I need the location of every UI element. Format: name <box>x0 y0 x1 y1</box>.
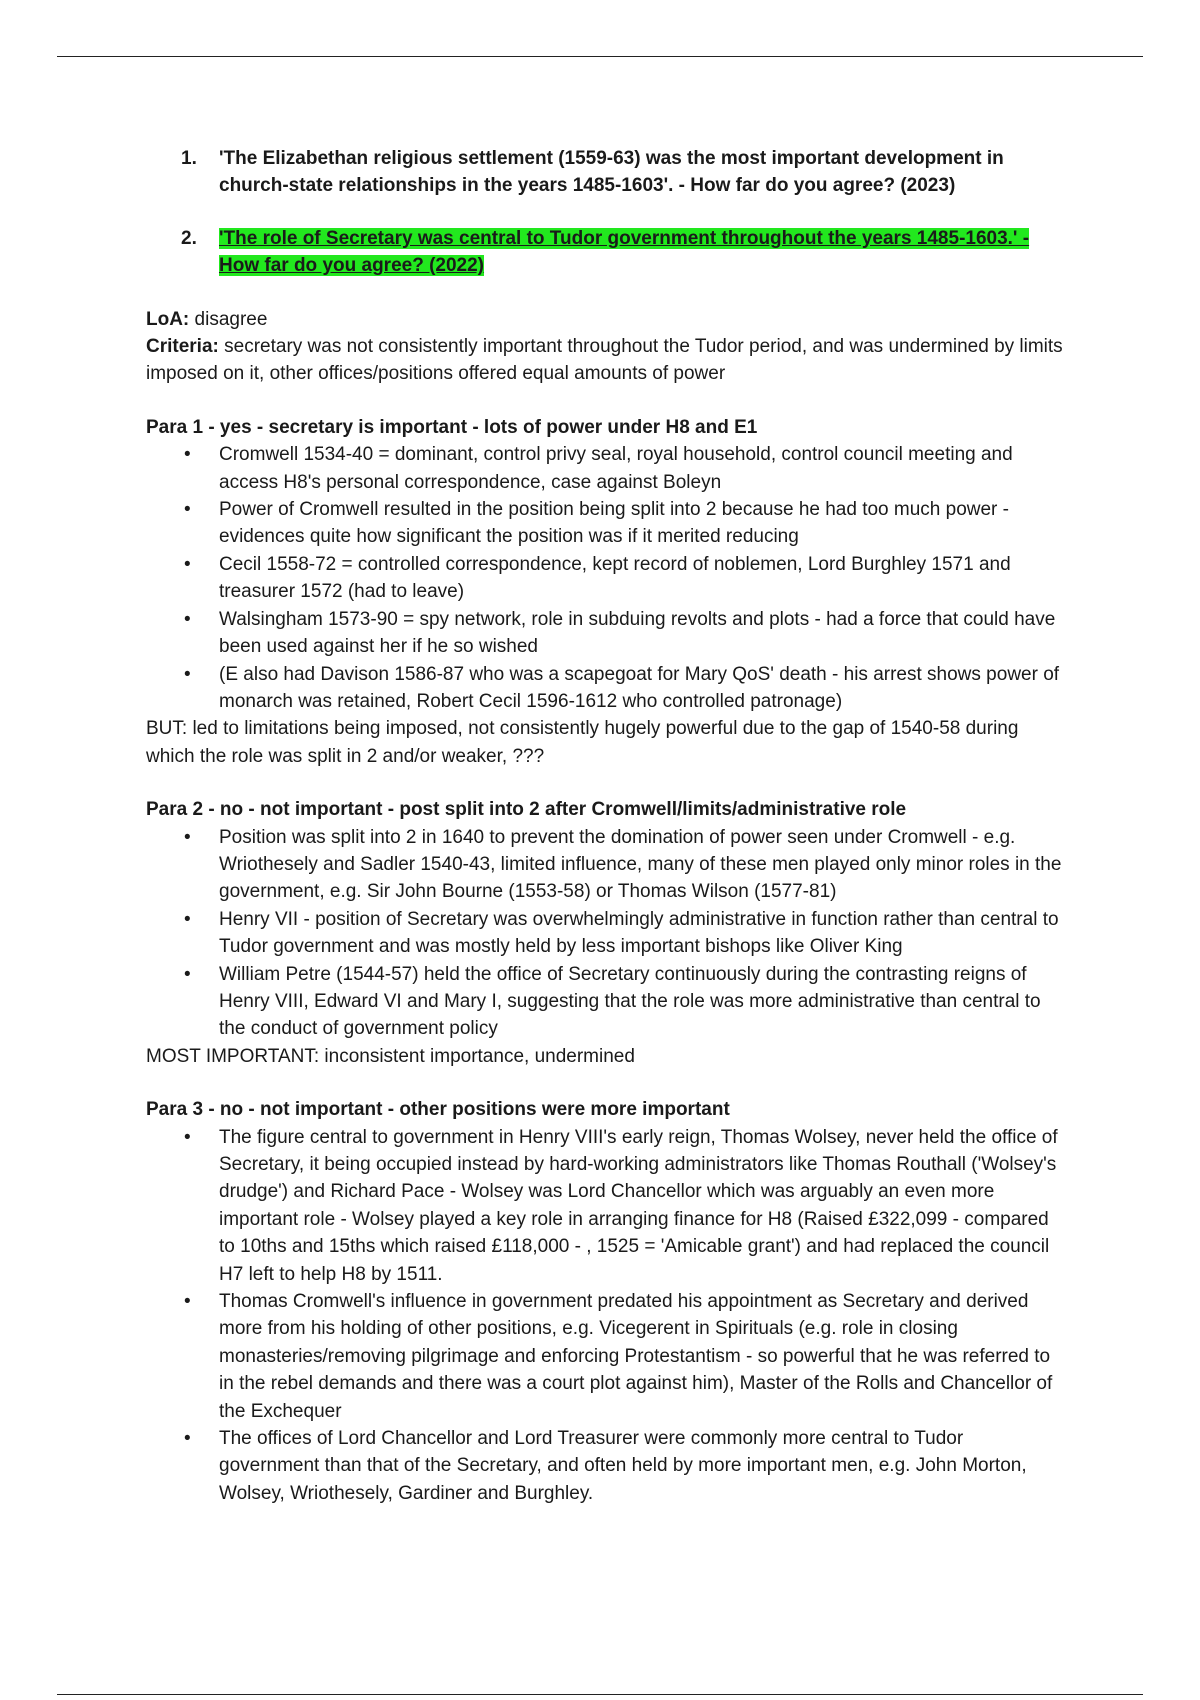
bullet-icon: • <box>184 663 191 685</box>
bullet-icon: • <box>184 444 191 466</box>
list-item: • Cromwell 1534-40 = dominant, control privy seal, royal household, control council meeting and access H8's personal correspondence, case against Boleyn <box>146 441 1066 496</box>
bullet-icon: • <box>184 1291 191 1313</box>
bullet-icon: • <box>184 1428 191 1450</box>
loa-value: disagree <box>189 308 268 330</box>
header-rule <box>57 56 1143 57</box>
list-item: • Power of Cromwell resulted in the position being split into 2 because he had too much power - evidences quite how significant the position was if it merited reducing <box>146 496 1066 551</box>
list-item: • Thomas Cromwell's influence in government predated his appointment as Secretary and derived more from his holding of other positions, e.g. Vicegerent in Spirituals (e.g. role in closing monasteries/removing pilgrimage and enforcing Protestantism - so powerful that he was referred to in the rebel demands and there was a court plot against him), Master of the Rolls and Chancellor of the Exchequer <box>146 1288 1066 1425</box>
footer-rule <box>57 1694 1143 1695</box>
essay-question-2 <box>146 225 1066 280</box>
para-1-note: BUT: led to limitations being imposed, not consistently hugely powerful due to the gap of 1540-58 during which the role was split in 2 and/or weaker, ??? <box>146 718 1019 767</box>
question-number: 1. <box>181 148 197 169</box>
list-item: • The figure central to government in Henry VIII's early reign, Thomas Wolsey, never held the office of Secretary, it being occupied instead by hard-working administrators like Thomas Routhall ('Wolsey's drudge') and Richard Pace - Wolsey was Lord Chancellor which was arguably an even more important role - Wolsey played a key role in arranging finance for H8 (Raised £322,099 - compared to 10ths and 15ths which raised £118,000 - , 1525 = 'Amicable grant') and had replaced the council H7 left to help H8 by 1511. <box>146 1124 1066 1288</box>
list-item: • Henry VII - position of Secretary was overwhelmingly administrative in function rather than central to Tudor government and was mostly held by less important bishops like Oliver King <box>146 906 1066 961</box>
para-2-title: Para 2 - no - not important - post split into 2 after Cromwell/limits/administrative role <box>146 799 907 821</box>
question-number: 2. <box>181 227 197 249</box>
list-item: • (E also had Davison 1586-87 who was a scapegoat for Mary QoS' death - his arrest shows power of monarch was retained, Robert Cecil 1596-1612 who controlled patronage) <box>146 661 1066 716</box>
bullet-icon: • <box>184 499 191 521</box>
criteria-value: secretary was not consistently important throughout the Tudor period, and was undermined by limits imposed on it, other offices/positions offered equal amounts of power <box>146 336 1063 385</box>
essay-question-1 <box>146 145 1066 200</box>
loa-line <box>146 306 1066 333</box>
list-item: • William Petre (1544-57) held the office of Secretary continuously during the contrasting reigns of Henry VIII, Edward VI and Mary I, suggesting that the role was more administrative than central to the conduct of government policy <box>146 961 1066 1043</box>
para-1-bullets <box>146 441 1066 715</box>
loa-label: LoA: <box>146 308 190 330</box>
para-3-title: Para 3 - no - not important - other positions were more important <box>146 1099 730 1121</box>
para-2-bullets <box>146 824 1066 1043</box>
list-item: • Cecil 1558-72 = controlled correspondence, kept record of noblemen, Lord Burghley 1571 and treasurer 1572 (had to leave) <box>146 551 1066 606</box>
criteria-line <box>146 333 1066 388</box>
bullet-icon: • <box>184 1126 191 1148</box>
criteria-label: Criteria: <box>146 336 219 358</box>
list-item: • Position was split into 2 in 1640 to prevent the domination of power seen under Cromwell - e.g. Wriothesely and Sadler 1540-43, limited influence, many of these men played only minor roles in the government, e.g. Sir John Bourne (1553-58) or Thomas Wilson (1577-81) <box>146 824 1066 906</box>
essay-question-list <box>146 145 1066 280</box>
highlighted-question-text: 'The role of Secretary was central to Tudor government throughout the years 1485-1603.' - How far do you agree? (2022) <box>219 227 1030 277</box>
bullet-icon: • <box>184 908 191 930</box>
para-3-bullets <box>146 1124 1066 1508</box>
question-text: 'The Elizabethan religious settlement (1559-63) was the most important development in church-state relationships in the years 1485-1603'. - How far do you agree? (2023) <box>219 148 1004 197</box>
list-item: • The offices of Lord Chancellor and Lord Treasurer were commonly more central to Tudor government than that of the Secretary, and often held by more important men, e.g. John Morton, Wolsey, Wriothesely, Gardiner and Burghley. <box>146 1425 1066 1507</box>
document-body <box>146 145 1066 1507</box>
bullet-icon: • <box>184 608 191 630</box>
bullet-icon: • <box>184 553 191 575</box>
list-item: • Walsingham 1573-90 = spy network, role in subduing revolts and plots - had a force that could have been used against her if he so wished <box>146 606 1066 661</box>
bullet-icon: • <box>184 826 191 848</box>
para-1-title: Para 1 - yes - secretary is important - lots of power under H8 and E1 <box>146 416 758 438</box>
para-2-note: MOST IMPORTANT: inconsistent importance, undermined <box>146 1045 635 1067</box>
bullet-icon: • <box>184 963 191 985</box>
